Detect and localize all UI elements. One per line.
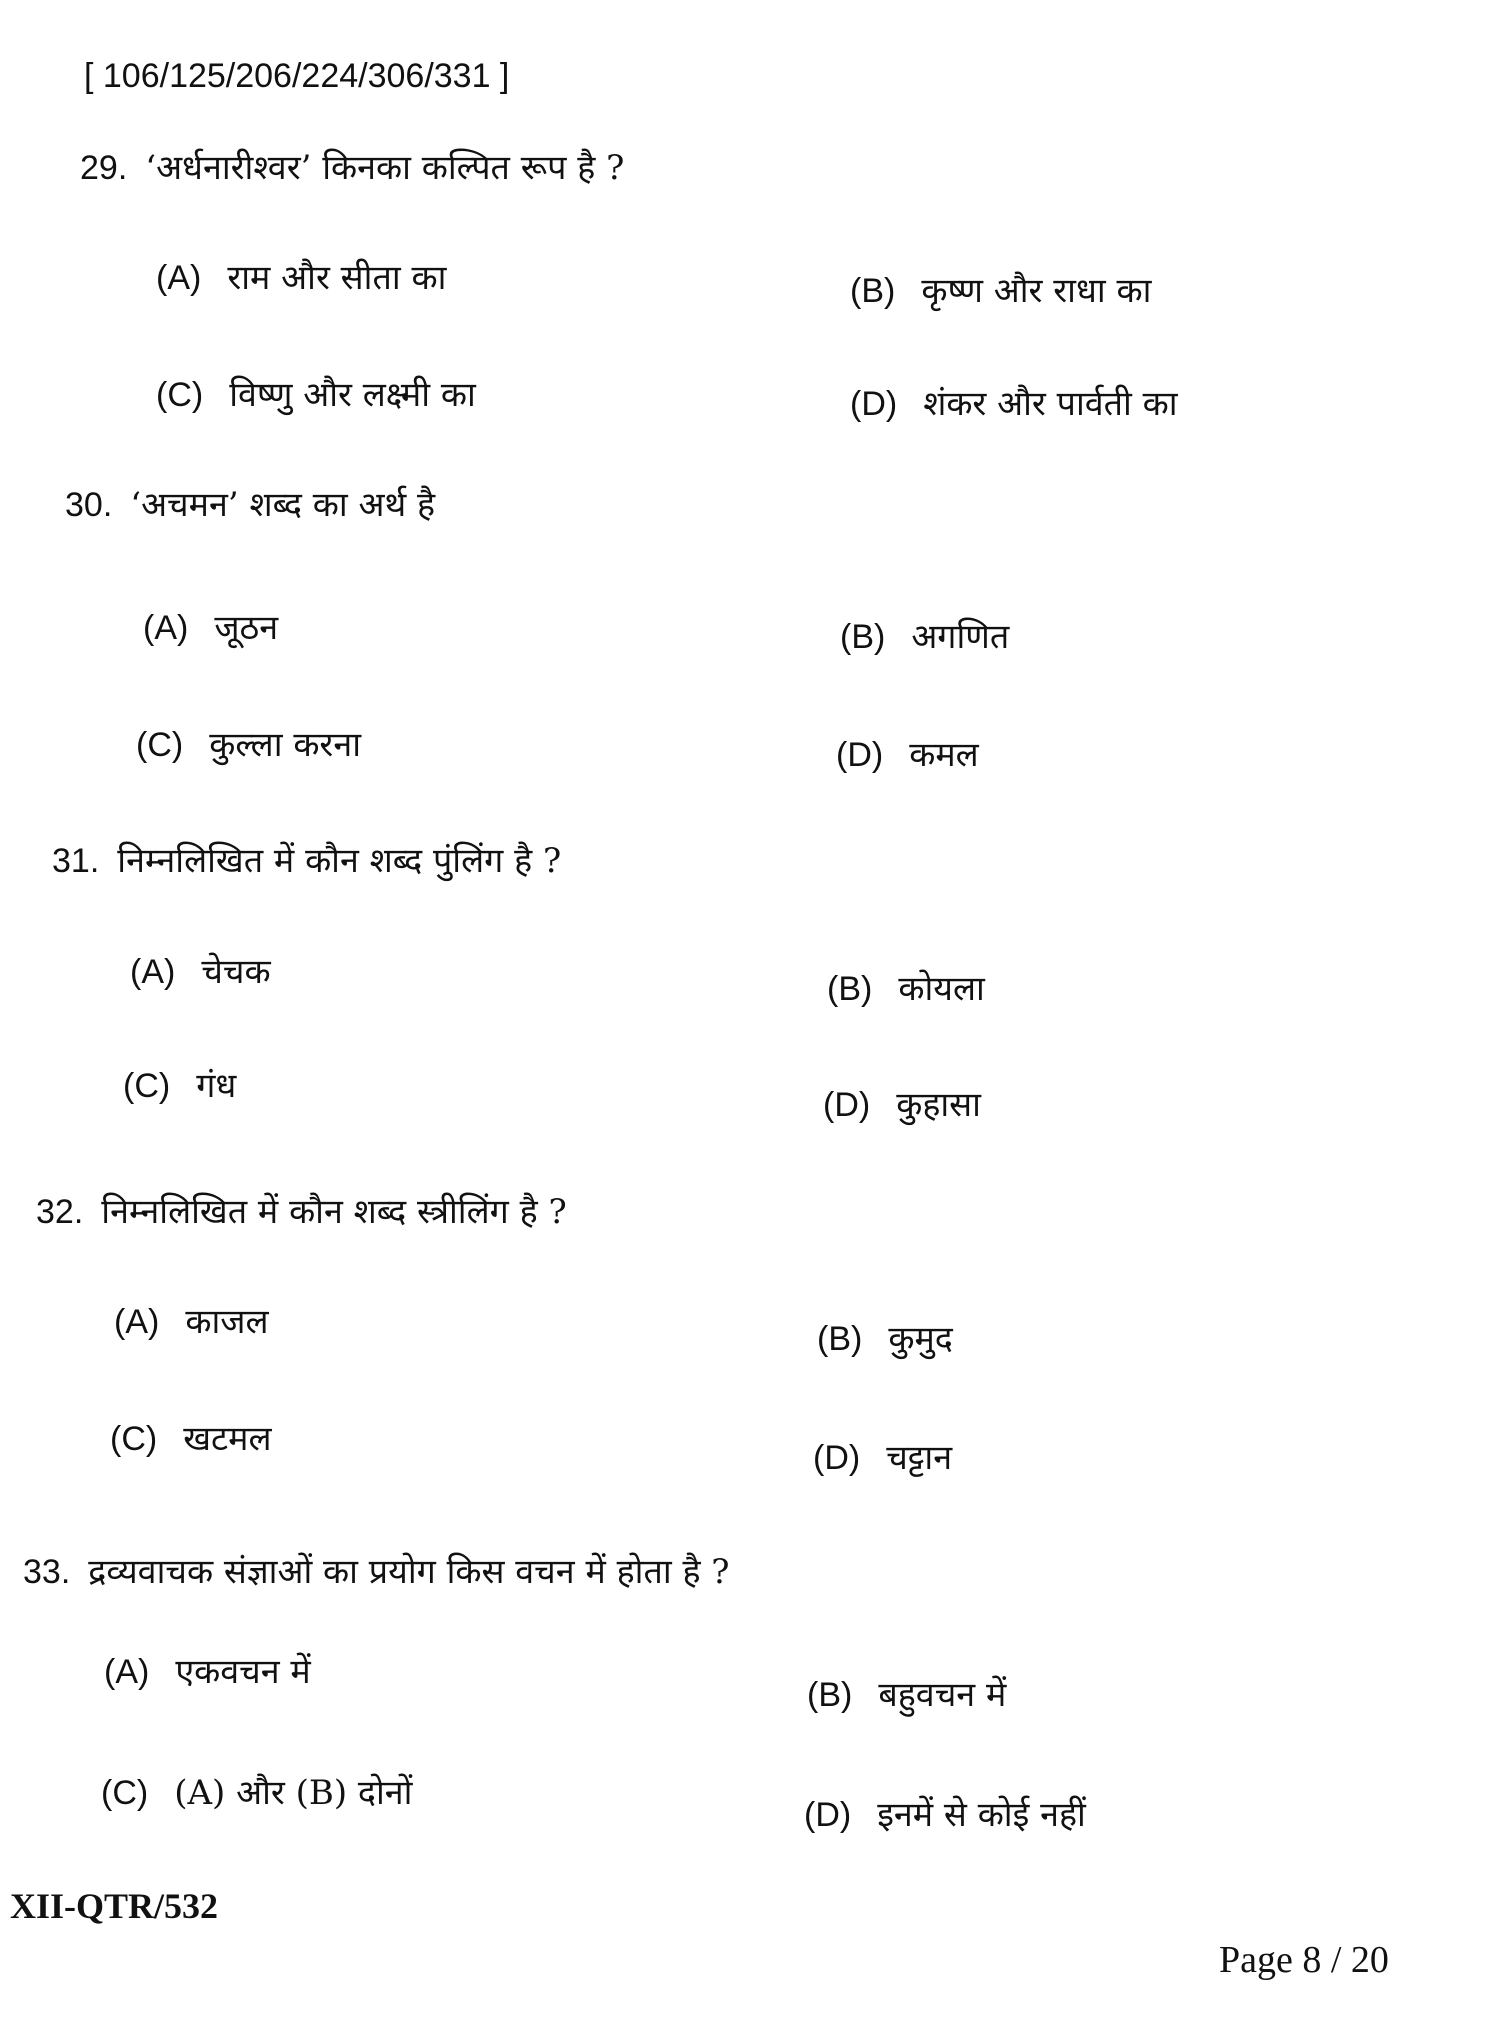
option-text: अगणित — [911, 617, 1010, 657]
option-label: (C) — [156, 376, 204, 414]
option-label: (A) — [114, 1303, 160, 1341]
question-31 — [52, 841, 561, 881]
paper-codes-header: [ 106/125/206/224/306/331 ] — [84, 57, 510, 95]
question-29 — [80, 148, 624, 188]
option-33-d — [804, 1795, 1086, 1835]
option-29-a — [156, 258, 446, 298]
question-text: निम्नलिखित में कौन शब्द पुंलिंग है ? — [117, 841, 562, 881]
option-text: विष्णु और लक्ष्मी का — [229, 375, 476, 415]
question-30 — [65, 485, 435, 525]
option-text: कुमुद — [888, 1319, 953, 1359]
question-number: 32. — [36, 1193, 84, 1231]
option-label: (D) — [804, 1796, 852, 1834]
option-label: (C) — [123, 1067, 171, 1105]
option-29-d — [850, 384, 1178, 424]
option-text: कमल — [909, 735, 979, 775]
option-32-d — [813, 1438, 952, 1478]
option-label: (A) — [104, 1653, 150, 1691]
option-30-a — [143, 608, 278, 648]
option-label: (A) — [156, 259, 202, 297]
option-label: (B) — [817, 1320, 863, 1358]
option-label: (C) — [110, 1420, 158, 1458]
option-31-a — [130, 952, 271, 992]
paper-code: XII-QTR/532 — [10, 1886, 219, 1926]
option-label: (D) — [850, 385, 898, 423]
option-30-b — [840, 617, 1009, 657]
option-text: चट्टान — [886, 1438, 953, 1478]
question-number: 33. — [23, 1553, 71, 1591]
option-33-a — [104, 1652, 311, 1692]
option-text: गंध — [196, 1066, 237, 1106]
option-label: (D) — [836, 736, 884, 774]
option-text: राम और सीता का — [227, 258, 447, 298]
option-30-d — [836, 735, 979, 775]
option-label: (B) — [827, 970, 873, 1008]
question-32 — [36, 1192, 567, 1232]
question-number: 29. — [80, 149, 128, 187]
option-label: (A) — [143, 609, 189, 647]
option-text: शंकर और पार्वती का — [923, 384, 1178, 424]
option-label: (C) — [101, 1774, 149, 1812]
option-label: (B) — [807, 1676, 853, 1714]
option-text: कुल्ला करना — [209, 725, 362, 765]
option-text: एकवचन में — [175, 1652, 311, 1692]
option-text: कृष्ण और राधा का — [921, 271, 1152, 311]
option-text: चेचक — [201, 952, 271, 992]
option-33-b — [807, 1675, 1006, 1715]
option-32-c — [110, 1419, 272, 1459]
option-33-c — [101, 1773, 412, 1813]
option-label: (C) — [136, 726, 184, 764]
question-text: ‘अचमन’ शब्द का अर्थ है — [130, 485, 436, 525]
option-text: कोयला — [898, 969, 985, 1009]
option-text: कुहासा — [896, 1085, 981, 1125]
question-number: 31. — [52, 842, 100, 880]
question-text: द्रव्यवाचक संज्ञाओं का प्रयोग किस वचन में होता है ? — [88, 1552, 730, 1592]
question-33 — [23, 1552, 730, 1592]
option-31-c — [123, 1066, 236, 1106]
question-number: 30. — [65, 486, 113, 524]
option-30-c — [136, 725, 361, 765]
option-29-c — [156, 375, 476, 415]
option-label: (B) — [850, 272, 896, 310]
option-label: (A) — [130, 953, 176, 991]
option-text: काजल — [185, 1302, 269, 1342]
option-label: (D) — [813, 1439, 861, 1477]
page-number: Page 8 / 20 — [1219, 1939, 1389, 1981]
question-text: निम्नलिखित में कौन शब्द स्त्रीलिंग है ? — [101, 1192, 567, 1232]
option-31-b — [827, 969, 985, 1009]
option-label: (B) — [840, 618, 886, 656]
option-32-b — [817, 1319, 953, 1359]
option-text: इनमें से कोई नहीं — [877, 1795, 1086, 1835]
option-label: (D) — [823, 1086, 871, 1124]
option-29-b — [850, 271, 1151, 311]
option-text: जूठन — [214, 608, 279, 648]
option-32-a — [114, 1302, 269, 1342]
option-31-d — [823, 1085, 981, 1125]
question-text: ‘अर्धनारीश्वर’ किनका कल्पित रूप है ? — [145, 148, 625, 188]
option-text: (A) और (B) दोनों — [174, 1773, 413, 1813]
option-text: खटमल — [183, 1419, 272, 1459]
option-text: बहुवचन में — [878, 1675, 1007, 1715]
